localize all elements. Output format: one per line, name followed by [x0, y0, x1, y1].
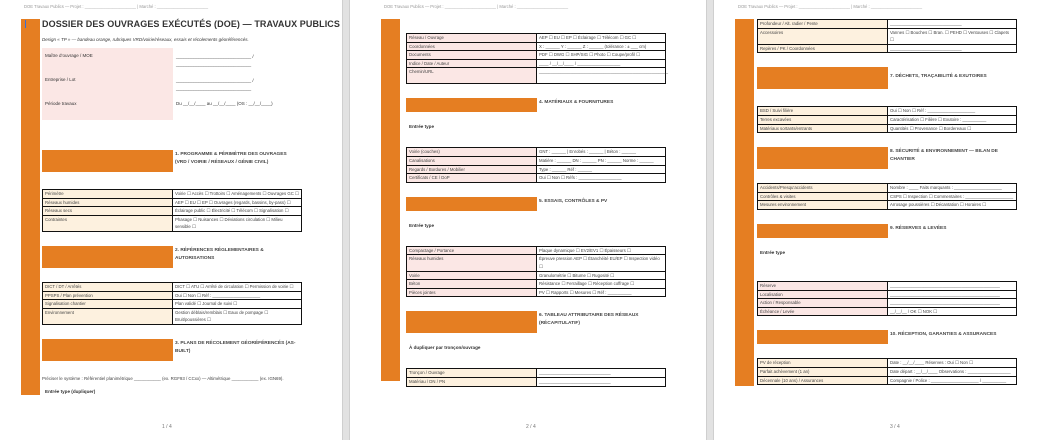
table-row — [758, 376, 1017, 385]
row-label: Réseaux humides — [407, 255, 537, 271]
table-row — [758, 124, 1017, 133]
section-band — [757, 147, 888, 169]
page-gap — [706, 0, 714, 440]
row-label: Pièces jointes — [407, 288, 537, 297]
section-title: 9. RÉSERVES & LEVÉES — [890, 225, 947, 231]
table-row — [43, 308, 302, 324]
ident-field[interactable]: ______________________________ / ______________________________ — [176, 54, 254, 67]
table-row — [407, 156, 666, 165]
row-label: Chemin/URL — [407, 68, 537, 84]
identification-block — [42, 48, 340, 120]
page-1-content — [42, 19, 340, 394]
section-title: 1. PROGRAMME & PÉRIMÈTRE DES OUVRAGES (VRD / VOIRIE / RÉSEAUX / GÉNIE CIVIL) — [175, 152, 287, 165]
document-title: DOSSIER DES OUVRAGES EXÉCUTÉS (DOE) — TRAVAUX PUBLICS — [42, 19, 341, 29]
row-value[interactable]: Date : __/__/____ Réserves : Oui ☐ Non ☐ — [888, 359, 1017, 368]
row-label: Environnement — [43, 308, 173, 324]
row-value[interactable]: __/__/__ / OK ☐ NOK ☐ — [888, 307, 1017, 316]
ident-row — [42, 48, 340, 72]
section-title: 8. SÉCURITÉ & ENVIRONNEMENT — BILAN DE CHANTIER — [890, 149, 998, 163]
table-row — [407, 42, 666, 51]
section-6-table-continued — [757, 19, 1017, 53]
row-value[interactable]: Nombre : ____ Faits marquants : ____________________ — [888, 184, 1017, 193]
table-row — [758, 201, 1017, 210]
section-title: 3. PLANS DE RÉCOLEMENT GÉORÉFÉRENCÉS (AS-BUILT) — [175, 340, 296, 354]
table-row — [43, 207, 302, 216]
table-row — [758, 290, 1017, 299]
row-label: Canalisations — [407, 156, 537, 165]
table-row — [407, 255, 666, 271]
row-label: Profondeur / Alt. radier / Pente — [758, 20, 888, 29]
section-band — [42, 339, 173, 361]
table-row — [43, 198, 302, 207]
row-value[interactable]: Oui ☐ Non ☐ Réf : ____________________ — [888, 107, 1017, 116]
row-label: Accidents/Presqu’accidents — [758, 184, 888, 193]
row-label: Contrôles & visites — [758, 192, 888, 201]
section-title: 7. DÉCHETS, TRAÇABILITÉ & EXUTOIRES — [890, 74, 987, 80]
entry-type-label: Entrée type — [409, 222, 435, 228]
row-value[interactable]: ______________________________________________ — [888, 299, 1017, 308]
section-3-paragraph: Préciser le système : Référentiel planimétrique ___________ (ex. RGF93 / CCxx) — Altimétrique ___________ (ex. IGN69). — [42, 375, 284, 381]
section-4-table — [406, 147, 666, 182]
row-value[interactable]: Plan validé ☐ Journal de suivi ☐ — [173, 300, 302, 309]
row-label: DICT / DT / Arrêtés — [43, 282, 173, 291]
row-value[interactable]: Épreuve pression AEP ☐ Étanchéité EU/EP ☐ Inspection vidéo ☐ — [537, 255, 666, 271]
row-value[interactable]: GNT : ______ | Enrobés : ______ | Béton : ______ — [537, 148, 666, 157]
entry-type-label: À dupliquer par tronçon/ouvrage — [409, 345, 481, 351]
row-label: Réseaux secs — [43, 207, 173, 216]
row-label: Compactage / Portance — [407, 246, 537, 255]
row-value[interactable]: Oui ☐ Non ☐ Réfs : __________________ — [537, 174, 666, 183]
orange-side-band — [381, 181, 400, 381]
row-label: Terres excavées — [758, 115, 888, 124]
section-2-header — [42, 246, 340, 268]
table-row — [43, 291, 302, 300]
section-band — [757, 67, 888, 89]
section-2-table — [42, 282, 302, 325]
orange-side-band — [735, 19, 754, 166]
row-label: Voirie (couches) — [407, 148, 537, 157]
ident-label: Période travaux — [45, 101, 77, 106]
row-value[interactable]: ______________________________ — [888, 44, 1017, 53]
ident-row — [42, 72, 340, 96]
row-label: Documents — [407, 51, 537, 60]
row-label: BSD / Suivi filière — [758, 107, 888, 116]
row-label: Coordonnées — [407, 42, 537, 51]
text-cursor — [25, 20, 26, 28]
orange-side-band — [381, 19, 400, 181]
row-value[interactable]: Phasage ☐ Nuisances ☐ Déviations circulation ☐ Milieu sensible ☐ — [173, 215, 302, 231]
row-label: Voirie — [407, 271, 537, 280]
table-row — [758, 192, 1017, 201]
section-9-table — [757, 281, 1017, 316]
row-value[interactable]: DICT ☐ ATU ☐ Arrêté de circulation ☐ Permission de voirie ☐ — [173, 282, 302, 291]
table-row — [407, 280, 666, 289]
table-row — [43, 282, 302, 291]
table-row — [758, 44, 1017, 53]
table-row — [407, 148, 666, 157]
row-label: Mesures environnement — [758, 201, 888, 210]
row-value[interactable]: Oui ☐ Non ☐ Réf : ____________________ — [173, 291, 302, 300]
section-title: 4. MATÉRIAUX & FOURNITURES — [539, 100, 614, 106]
row-label: Décennale (10 ans) / Assurances — [758, 376, 888, 385]
section-title: 10. RÉCEPTION, GARANTIES & ASSURANCES — [890, 332, 997, 338]
row-value[interactable]: ______________________________ — [888, 20, 1017, 29]
row-label: Regards / Bordures / Mobilier — [407, 165, 537, 174]
page-number: 3 / 4 — [890, 424, 900, 430]
section-6-header — [406, 311, 666, 333]
section-3-table — [406, 33, 669, 84]
row-label: Matériaux sortants/entrants — [758, 124, 888, 133]
row-label: Réserve — [758, 281, 888, 290]
table-row — [407, 246, 666, 255]
page-3-content — [757, 19, 1017, 385]
row-value[interactable]: Type : ______ Réf : ______ — [537, 165, 666, 174]
table-row — [407, 271, 666, 280]
ident-label: Entreprise / Lot — [45, 77, 76, 82]
table-row — [758, 359, 1017, 368]
table-row — [758, 281, 1017, 290]
table-row — [758, 299, 1017, 308]
section-band — [757, 224, 888, 238]
row-label: Contraintes — [43, 215, 173, 231]
row-value[interactable]: Date départ : __/__/____ Observations : __________________ — [888, 367, 1017, 376]
row-label: Indice / Date / Auteur — [407, 59, 537, 68]
ident-field[interactable]: ______________________________ / ______________________________ — [176, 78, 254, 91]
document-subtitle: Design « TP » — bandeau orange, rubriques VRD/voirie/réseaux, essais et récolements géoréférencés. — [42, 37, 249, 42]
row-label: Repères / PK / Coordonnées — [758, 44, 888, 53]
section-title: 5. ESSAIS, CONTRÔLES & PV — [539, 198, 608, 204]
section-3-header — [42, 339, 340, 361]
row-value[interactable]: Éclairage public ☐ Électricité ☐ Télécom ☐ Signalisation ☐ — [173, 207, 302, 216]
row-label: Action / Responsable — [758, 299, 888, 308]
table-row — [758, 107, 1017, 116]
row-label: PPSPS / Plan prévention — [43, 291, 173, 300]
row-label: Périmètre — [43, 190, 173, 199]
row-value[interactable]: Matière : ______ DN : ______ PN : ______ Norme : ______ — [537, 156, 666, 165]
running-head: DOE Travaux Publics — Projet : ______________________ | Marché : ______________________ — [24, 4, 209, 9]
row-label: Échéance / Levée — [758, 307, 888, 316]
section-8-header — [757, 147, 1017, 169]
table-row — [758, 28, 1017, 44]
ident-row — [42, 96, 340, 120]
table-row — [407, 369, 666, 378]
running-head: DOE Travaux Publics — Projet : ______________________ | Marché : ______________________ — [384, 4, 569, 9]
table-row — [407, 174, 666, 183]
row-label: Parfait achèvement (1 an) — [758, 367, 888, 376]
page-gap — [342, 0, 350, 440]
section-title: 2. RÉFÉRENCES RÉGLEMENTAIRES & AUTORISATIONS — [175, 247, 264, 261]
table-row — [407, 34, 666, 43]
row-value[interactable]: ______________________________________________ — [888, 290, 1017, 299]
table-row — [758, 307, 1017, 316]
table-row — [43, 300, 302, 309]
row-value[interactable]: Gestion déblais/remblais ☐ Eaux de pompage ☐ Bruit/poussières ☐ — [173, 308, 302, 324]
table-row — [407, 288, 666, 297]
section-band — [42, 246, 173, 268]
row-label: Signalisation chantier — [43, 300, 173, 309]
section-band — [42, 150, 173, 172]
section-7-table — [757, 106, 1017, 133]
orange-side-band — [735, 166, 754, 386]
page-1 — [0, 0, 342, 440]
row-value[interactable]: ______________________________ — [537, 377, 666, 386]
section-5-table — [406, 246, 666, 298]
section-4-header — [406, 98, 666, 112]
row-label: Certificats / CE / DoP — [407, 174, 537, 183]
section-band — [406, 311, 537, 333]
section-9-header — [757, 224, 1017, 238]
row-value[interactable]: PV ☐ Rapports ☐ Mesures ☐ Réf : __________ — [537, 288, 666, 297]
row-value[interactable]: Plaque dynamique ☐ EV2/EV1 ☐ Épaisseurs ☐ — [537, 246, 666, 255]
section-6-table — [406, 368, 666, 386]
page-number: 1 / 4 — [162, 424, 172, 430]
section-band — [406, 197, 537, 211]
section-7-header — [757, 67, 1017, 89]
row-value[interactable]: ____ / __/__/____ / __________________ — [537, 59, 666, 68]
row-label: PV de réception — [758, 359, 888, 368]
row-label: Réseaux humides — [43, 198, 173, 207]
section-10-table — [757, 358, 1017, 385]
table-row — [407, 377, 666, 386]
row-value[interactable]: AEP ☐ EU ☐ EP ☐ Ouvrages (regards, bassins, by-pass) ☐ — [173, 198, 302, 207]
page-number: 2 / 4 — [526, 424, 536, 430]
row-label: Localisation — [758, 290, 888, 299]
page-2-content — [406, 33, 669, 387]
row-value[interactable]: PDF ☐ DWG ☐ SHP/SIG ☐ Photo ☐ Coupe/profil ☐ — [537, 51, 666, 60]
row-value[interactable]: Compagnie / Police : ____________________ / __________ — [888, 376, 1017, 385]
row-label: Accessoires — [758, 28, 888, 44]
row-label: Tronçon / Ouvrage — [407, 369, 537, 378]
row-label: Béton — [407, 280, 537, 289]
row-value[interactable]: Quantités ☐ Provenance ☐ Bordereaux ☐ — [888, 124, 1017, 133]
running-head: DOE Travaux Publics — Projet : ______________________ | Marché : ______________________ — [738, 4, 923, 9]
entry-type-label: Entrée type — [760, 249, 786, 255]
table-row — [407, 165, 666, 174]
row-value[interactable]: Vannes ☐ Bouches ☐ Bran. ☐ PEHD ☐ Ventouses ☐ Clapets ☐ — [888, 28, 1017, 44]
ident-field[interactable]: Du __/__/____ au __/__/____ (OS : __/__/____) — [176, 101, 273, 106]
row-label: Matériau / DN / PN — [407, 377, 537, 386]
entry-type-label: Entrée type (dupliquer) — [45, 388, 96, 394]
section-1-table — [42, 189, 302, 232]
row-value[interactable]: CSPS ☐ Inspection ☐ Commentaires : ____________________ — [888, 192, 1017, 201]
table-row — [43, 215, 302, 231]
row-value[interactable]: Voirie ☐ Accès ☐ Trottoirs ☐ Aménagements ☐ Ouvrages GC ☐ — [173, 190, 302, 199]
table-row — [758, 115, 1017, 124]
table-row — [407, 59, 666, 68]
row-value[interactable]: ______________________________ — [537, 369, 666, 378]
entry-type-label: Entrée type — [409, 124, 435, 130]
section-1-header — [42, 150, 340, 172]
row-value[interactable]: X : ______ Y : ______ Z : ______ (tolérance : ± ___ cm) — [537, 42, 666, 51]
section-8-table — [757, 183, 1017, 210]
page-3 — [715, 0, 1054, 440]
section-5-header — [406, 197, 666, 211]
row-value[interactable]: Résistance ☐ Ferraillage ☐ Réception coffrage ☐ — [537, 280, 666, 289]
section-band — [406, 98, 537, 112]
row-value[interactable]: Arrosage poussières ☐ Décantation ☐ Horaires ☐ — [888, 201, 1017, 210]
table-row — [43, 190, 302, 199]
section-10-header — [757, 330, 1017, 344]
table-row — [758, 367, 1017, 376]
row-label: Réseau / Ouvrage — [407, 34, 537, 43]
table-row — [407, 51, 666, 60]
section-title: 6. TABLEAU ATTRIBUTAIRE DES RÉSEAUX (RÉCAPITULATIF) — [539, 313, 639, 327]
orange-side-band — [21, 19, 40, 395]
table-row — [758, 184, 1017, 193]
row-value[interactable]: Caractérisation ☐ Filière ☐ Exutoire : __________ — [888, 115, 1017, 124]
table-row — [758, 20, 1017, 29]
ident-label: Maître d’ouvrage / MOE — [45, 53, 93, 58]
row-value[interactable]: ______________________________________________ — [888, 281, 1017, 290]
table-row — [407, 68, 666, 84]
section-band — [757, 330, 888, 344]
row-value[interactable]: Granulométrie ☐ Bitume ☐ Rugosité ☐ — [537, 271, 666, 280]
page-2 — [351, 0, 706, 440]
row-value[interactable]: ______________________________________________________ — [537, 68, 666, 84]
row-value[interactable]: AEP ☐ EU ☐ EP ☐ Éclairage ☐ Télécom ☐ GC ☐ — [537, 34, 666, 43]
